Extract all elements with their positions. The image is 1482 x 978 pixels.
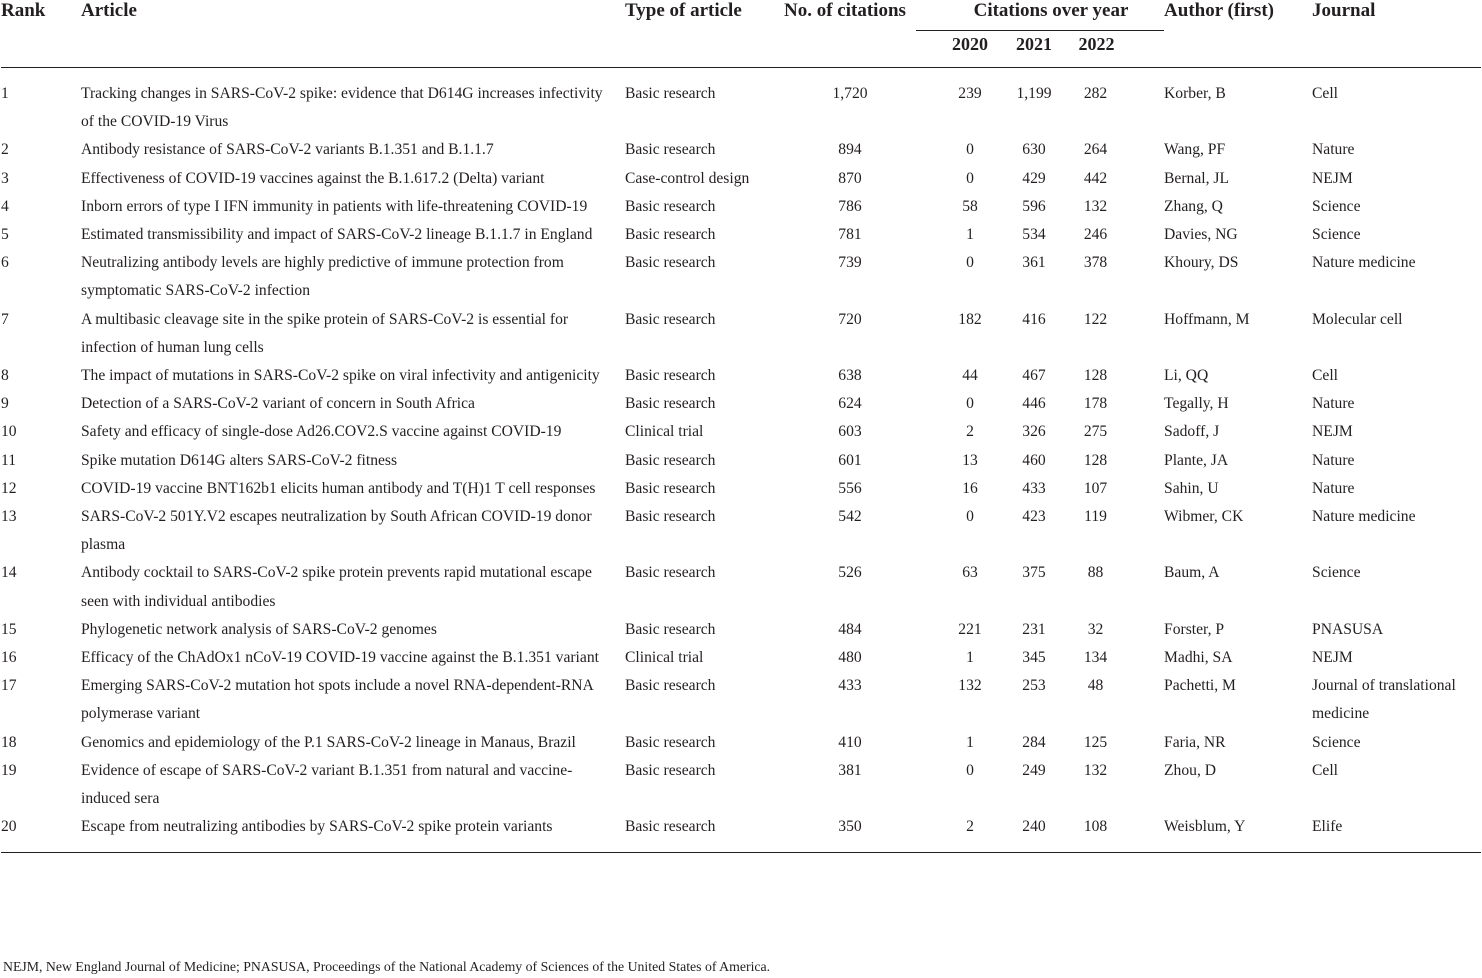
cell-author: Wibmer, CK	[1164, 508, 1244, 526]
cell-citations-2021: 596	[1022, 197, 1046, 215]
cell-author: Zhang, Q	[1164, 197, 1223, 215]
table-row	[1, 729, 1481, 757]
cell-article: Antibody cocktail to SARS-CoV-2 spike protein prevents rapid mutational escape seen with individual antibodies	[81, 564, 592, 610]
cell-type: Basic research	[625, 620, 716, 638]
cell-citations: 1,720	[832, 85, 868, 102]
cell-citations-2021: 345	[1022, 649, 1046, 667]
cell-citations-2020: 0	[966, 169, 974, 187]
cell-citations-2020: 0	[966, 761, 974, 779]
cell-article: Escape from neutralizing antibodies by SARS-CoV-2 spike protein variants	[81, 813, 625, 853]
cell-author: Bernal, JL	[1164, 169, 1229, 187]
cell-citations: 410	[838, 733, 862, 751]
cell-citations-2022: 378	[1083, 254, 1108, 272]
cell-citations-2021: 446	[1022, 395, 1046, 413]
cell-citations-2021: 240	[1004, 813, 1064, 853]
table-row	[1, 672, 1481, 728]
cell-citations: 739	[838, 254, 862, 272]
cell-rank: 7	[1, 310, 9, 328]
cell-citations: 601	[838, 451, 862, 469]
cell-type: Basic research	[625, 508, 716, 526]
cell-author: Tegally, H	[1164, 395, 1229, 413]
table-row	[1, 390, 1481, 418]
cell-rank: 16	[1, 649, 17, 667]
cell-citations-2021: 326	[1022, 423, 1046, 441]
table-row	[1, 503, 1481, 559]
cell-citations-2021: 423	[1022, 508, 1046, 526]
cell-rank: 19	[1, 761, 17, 779]
cell-citations-2022: 32	[1087, 620, 1104, 638]
cell-type: Basic research	[625, 451, 716, 469]
cell-citations-2022: 275	[1083, 423, 1108, 441]
cell-rank: 6	[1, 254, 9, 272]
cell-type: Basic research	[625, 479, 716, 497]
cell-type: Basic research	[625, 367, 716, 385]
cell-author: Wang, PF	[1164, 141, 1226, 159]
cell-journal: Science	[1312, 197, 1361, 215]
cell-article: SARS-CoV-2 501Y.V2 escapes neutralization by South African COVID-19 donor plasma	[81, 508, 592, 554]
cell-article: A multibasic cleavage site in the spike protein of SARS-CoV-2 is essential for infection of human lung cells	[81, 310, 569, 356]
cell-type: Basic research	[625, 761, 716, 779]
cell-citations-2022: 132	[1083, 197, 1108, 215]
cell-journal: Cell	[1312, 85, 1339, 102]
header-type: Type of article	[625, 0, 784, 68]
cell-citations-2020: 13	[962, 451, 978, 469]
cell-rank: 4	[1, 197, 9, 215]
header-journal: Journal	[1312, 0, 1481, 68]
cell-citations: 894	[838, 141, 862, 159]
cell-citations: 603	[838, 423, 862, 441]
cell-rank: 18	[1, 733, 17, 751]
cell-rank: 1	[1, 85, 9, 102]
cell-journal: Cell	[1312, 367, 1339, 385]
table-row	[1, 644, 1481, 672]
cell-citations-2022: 134	[1083, 649, 1108, 667]
cell-article: Effectiveness of COVID-19 vaccines against the B.1.617.2 (Delta) variant	[81, 169, 545, 187]
cell-journal: Nature	[1312, 141, 1355, 159]
cell-article: Inborn errors of type I IFN immunity in patients with life-threatening COVID-19	[81, 197, 588, 215]
cell-citations: 526	[838, 564, 862, 582]
table-header	[1, 0, 1481, 68]
cell-citations-2020: 16	[962, 479, 978, 497]
cell-article: Detection of a SARS-CoV-2 variant of concern in South Africa	[81, 395, 475, 413]
cell-citations-2022: 48	[1087, 677, 1104, 695]
cell-citations-2021: 361	[1022, 254, 1046, 272]
cell-author: Hoffmann, M	[1164, 310, 1250, 328]
cell-author: Madhi, SA	[1164, 649, 1233, 667]
cell-type: Basic research	[625, 254, 716, 272]
cell-citations-2021: 1,199	[1016, 85, 1052, 102]
cell-citations: 870	[838, 169, 862, 187]
cell-article: Genomics and epidemiology of the P.1 SARS-CoV-2 lineage in Manaus, Brazil	[81, 733, 576, 751]
header-rank: Rank	[1, 0, 81, 68]
table-row	[1, 447, 1481, 475]
cell-citations-2021: 429	[1022, 169, 1046, 187]
table-body	[1, 68, 1481, 853]
cell-citations-2022: 122	[1083, 310, 1108, 328]
cell-article: Neutralizing antibody levels are highly predictive of immune protection from symptomatic SARS-CoV-2 infection	[81, 254, 564, 300]
header-year-2020: 2020	[916, 31, 1004, 68]
cell-rank: 2	[1, 141, 9, 159]
cell-journal: Nature medicine	[1312, 254, 1416, 272]
cell-citations-2020: 221	[958, 620, 982, 638]
cell-journal: Molecular cell	[1312, 310, 1403, 328]
table-row	[1, 475, 1481, 503]
table-row	[1, 193, 1481, 221]
table-row	[1, 757, 1481, 813]
table-row	[1, 616, 1481, 644]
cell-journal: Nature medicine	[1312, 508, 1416, 526]
cell-citations-2020: 1	[966, 226, 974, 244]
table-row	[1, 249, 1481, 305]
table-row	[1, 221, 1481, 249]
cell-author: Korber, B	[1164, 85, 1226, 102]
cell-journal: Cell	[1312, 761, 1339, 779]
cell-citations: 720	[838, 310, 862, 328]
header-citations: No. of citations	[784, 0, 916, 68]
cell-article: Estimated transmissibility and impact of SARS-CoV-2 lineage B.1.1.7 in England	[81, 226, 593, 244]
cell-citations-2021: 416	[1022, 310, 1046, 328]
cell-citations-2022: 246	[1083, 226, 1108, 244]
cell-type: Basic research	[625, 197, 716, 215]
cell-type: Basic research	[625, 677, 716, 695]
cell-journal: Nature	[1312, 451, 1355, 469]
cell-citations-2020: 63	[962, 564, 978, 582]
cell-citations-2021: 231	[1022, 620, 1046, 638]
cell-author: Zhou, D	[1164, 761, 1217, 779]
cell-citations-2020: 0	[966, 508, 974, 526]
cell-citations-2020: 0	[966, 254, 974, 272]
cell-article: Tracking changes in SARS-CoV-2 spike: evidence that D614G increases infectivity of the COVID-19 Virus	[81, 85, 603, 131]
cell-author: Pachetti, M	[1164, 677, 1236, 695]
cell-article: The impact of mutations in SARS-CoV-2 spike on viral infectivity and antigenicity	[81, 367, 600, 385]
cell-citations: 484	[838, 620, 862, 638]
cell-citations: 786	[838, 197, 862, 215]
cell-article: Spike mutation D614G alters SARS-CoV-2 fitness	[81, 451, 398, 469]
cell-citations: 381	[838, 761, 862, 779]
cell-author: Plante, JA	[1164, 451, 1229, 469]
cell-citations: 638	[838, 367, 862, 385]
cell-article: Phylogenetic network analysis of SARS-CoV-2 genomes	[81, 620, 437, 638]
header-author: Author (first)	[1164, 0, 1312, 68]
cell-type: Basic research	[625, 226, 716, 244]
cell-citations-2020: 0	[966, 395, 974, 413]
cell-rank: 15	[1, 620, 17, 638]
header-citations-over-year: Citations over year	[916, 0, 1164, 31]
cell-citations-2021: 630	[1022, 141, 1046, 159]
cell-rank: 9	[1, 395, 9, 413]
cell-journal: NEJM	[1312, 169, 1353, 187]
cell-citations-2020: 239	[958, 85, 982, 102]
header-year-2021: 2021	[1004, 31, 1064, 68]
cell-article: Efficacy of the ChAdOx1 nCoV-19 COVID-19 vaccine against the B.1.351 variant	[81, 649, 599, 667]
cell-citations-2022: 282	[1083, 85, 1108, 102]
cell-journal: Nature	[1312, 479, 1355, 497]
cell-author: Faria, NR	[1164, 733, 1226, 751]
cell-citations: 350	[784, 813, 916, 853]
cell-rank: 14	[1, 564, 17, 582]
table-row	[1, 136, 1481, 164]
cell-citations: 433	[838, 677, 862, 695]
cell-citations-2021: 253	[1022, 677, 1046, 695]
cell-rank: 13	[1, 508, 17, 526]
cell-author: Baum, A	[1164, 564, 1220, 582]
table-row	[1, 813, 1481, 853]
cell-citations-2021: 467	[1022, 367, 1046, 385]
table-row	[1, 559, 1481, 615]
cell-type: Clinical trial	[625, 649, 704, 667]
cell-rank: 20	[1, 813, 81, 853]
cell-citations-2022: 119	[1084, 508, 1107, 526]
cell-citations-2021: 433	[1022, 479, 1046, 497]
header-article: Article	[81, 0, 625, 68]
cell-journal: PNASUSA	[1312, 620, 1384, 638]
table-footnote: NEJM, New England Journal of Medicine; PNASUSA, Proceedings of the National Academy of Sciences of the United States of America.	[3, 959, 771, 974]
cell-author: Khoury, DS	[1164, 254, 1239, 272]
cell-citations-2022: 108	[1064, 813, 1164, 853]
cell-article: Evidence of escape of SARS-CoV-2 variant B.1.351 from natural and vaccine-induced sera	[81, 761, 573, 808]
cell-author: Li, QQ	[1164, 367, 1209, 385]
cell-author: Weisblum, Y	[1164, 813, 1312, 853]
cell-citations: 781	[838, 226, 862, 244]
cell-citations-2020: 44	[962, 367, 978, 385]
cell-citations-2022: 264	[1083, 141, 1108, 159]
cell-journal: NEJM	[1312, 423, 1353, 441]
cell-citations: 624	[838, 395, 862, 413]
cell-citations-2020: 2	[966, 423, 974, 441]
cell-citations-2020: 1	[966, 649, 974, 667]
cell-type: Basic research	[625, 733, 716, 751]
header-year-2022: 2022	[1064, 31, 1164, 68]
cell-rank: 5	[1, 226, 9, 244]
cell-citations-2022: 128	[1083, 367, 1108, 385]
table-row	[1, 362, 1481, 390]
cell-type: Clinical trial	[625, 423, 704, 441]
cell-citations: 542	[838, 508, 862, 526]
cell-citations-2021: 284	[1022, 733, 1046, 751]
cell-journal: Science	[1312, 564, 1361, 582]
table-row	[1, 165, 1481, 193]
cell-citations-2021: 375	[1022, 564, 1046, 582]
cell-author: Davies, NG	[1164, 226, 1238, 244]
cell-type: Basic research	[625, 85, 716, 102]
cell-type: Basic research	[625, 813, 784, 853]
cell-type: Basic research	[625, 141, 716, 159]
cell-article: Antibody resistance of SARS-CoV-2 variants B.1.351 and B.1.1.7	[81, 141, 494, 159]
cell-article: Safety and efficacy of single-dose Ad26.COV2.S vaccine against COVID-19	[81, 423, 562, 441]
cell-citations-2022: 132	[1083, 761, 1108, 779]
cell-rank: 8	[1, 367, 9, 385]
cell-citations-2022: 128	[1083, 451, 1108, 469]
cell-rank: 17	[1, 677, 17, 695]
cell-journal: Science	[1312, 733, 1361, 751]
cell-citations-2022: 178	[1083, 395, 1108, 413]
cell-citations: 556	[838, 479, 862, 497]
cell-citations-2021: 460	[1022, 451, 1046, 469]
table-row	[1, 68, 1481, 137]
cell-citations-2021: 534	[1022, 226, 1046, 244]
cell-rank: 10	[1, 423, 17, 441]
cell-citations-2022: 442	[1083, 169, 1108, 187]
citation-table	[1, 0, 1481, 853]
cell-citations-2022: 107	[1083, 479, 1108, 497]
cell-type: Case-control design	[625, 169, 750, 187]
cell-citations-2021: 249	[1022, 761, 1046, 779]
cell-citations-2022: 88	[1087, 564, 1104, 582]
cell-citations: 480	[838, 649, 862, 667]
table-row	[1, 418, 1481, 446]
cell-journal: Science	[1312, 226, 1361, 244]
cell-article: COVID-19 vaccine BNT162b1 elicits human antibody and T(H)1 T cell responses	[81, 479, 596, 497]
cell-journal: Elife	[1312, 813, 1481, 853]
cell-rank: 12	[1, 479, 17, 497]
cell-article: Emerging SARS-CoV-2 mutation hot spots include a novel RNA-dependent-RNA polymerase variant	[81, 677, 593, 723]
cell-citations-2020: 0	[966, 141, 974, 159]
cell-type: Basic research	[625, 564, 716, 582]
cell-citations-2020: 1	[966, 733, 974, 751]
cell-journal: NEJM	[1312, 649, 1353, 667]
cell-citations-2022: 125	[1083, 733, 1108, 751]
cell-type: Basic research	[625, 395, 716, 413]
cell-citations-2020: 182	[958, 310, 982, 328]
cell-author: Sahin, U	[1164, 479, 1219, 497]
cell-citations-2020: 58	[962, 197, 978, 215]
cell-citations-2020: 132	[958, 677, 982, 695]
cell-rank: 3	[1, 169, 9, 187]
cell-author: Sadoff, J	[1164, 423, 1220, 441]
cell-rank: 11	[1, 451, 17, 469]
cell-type: Basic research	[625, 310, 716, 328]
cell-journal: Journal of translational medicine	[1312, 677, 1456, 723]
cell-author: Forster, P	[1164, 620, 1225, 638]
cell-citations-2020: 2	[916, 813, 1004, 853]
cell-journal: Nature	[1312, 395, 1355, 413]
table-row	[1, 306, 1481, 362]
